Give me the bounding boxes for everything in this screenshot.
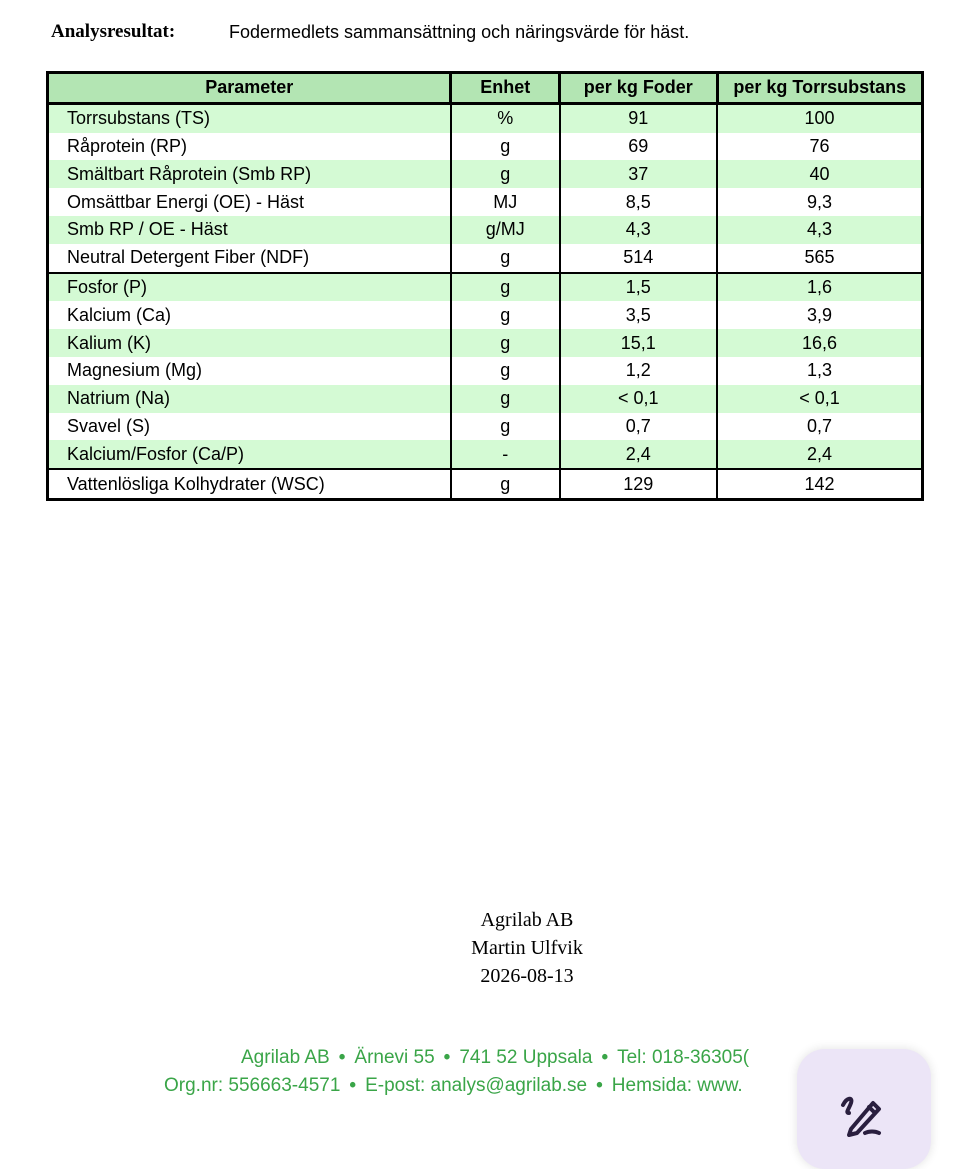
table-row bbox=[48, 244, 923, 273]
table-row bbox=[48, 440, 923, 469]
table-row bbox=[48, 385, 923, 413]
cell-per-kg-feed: 91 bbox=[560, 103, 717, 132]
cell-unit: g bbox=[451, 357, 560, 385]
cell-unit: g bbox=[451, 329, 560, 357]
signature-company: Agrilab AB bbox=[480, 909, 574, 931]
cell-per-kg-feed: < 0,1 bbox=[560, 385, 717, 413]
cell-per-kg-dry-matter: 565 bbox=[717, 244, 923, 273]
analysis-table bbox=[46, 71, 924, 501]
cell-unit: g bbox=[451, 160, 560, 188]
cell-parameter: Råprotein (RP) bbox=[48, 133, 451, 161]
table-row bbox=[48, 357, 923, 385]
cell-per-kg-feed: 8,5 bbox=[560, 188, 717, 216]
footer-separator: • bbox=[443, 1047, 451, 1068]
cell-unit: g/MJ bbox=[451, 216, 560, 244]
table-row bbox=[48, 413, 923, 441]
cell-parameter: Omsättbar Energi (OE) - Häst bbox=[48, 188, 451, 216]
cell-per-kg-dry-matter: 76 bbox=[717, 133, 923, 161]
cell-unit: g bbox=[451, 301, 560, 329]
footer-org-number: Org.nr: 556663-4571 bbox=[164, 1075, 341, 1096]
footer-company: Agrilab AB bbox=[241, 1047, 330, 1068]
cell-per-kg-dry-matter: 1,6 bbox=[717, 273, 923, 302]
cell-per-kg-feed: 4,3 bbox=[560, 216, 717, 244]
table-row bbox=[48, 160, 923, 188]
cell-parameter: Kalcium (Ca) bbox=[48, 301, 451, 329]
table-row bbox=[48, 329, 923, 357]
signature-block bbox=[0, 906, 960, 990]
cell-per-kg-dry-matter: 100 bbox=[717, 103, 923, 132]
column-header-per-kg-feed: per kg Foder bbox=[560, 73, 717, 104]
cell-per-kg-feed: 15,1 bbox=[560, 329, 717, 357]
cell-unit: - bbox=[451, 440, 560, 469]
cell-unit: g bbox=[451, 133, 560, 161]
cell-per-kg-dry-matter: 2,4 bbox=[717, 440, 923, 469]
cell-parameter: Smb RP / OE - Häst bbox=[48, 216, 451, 244]
cell-unit: g bbox=[451, 413, 560, 441]
footer-email: E-post: analys@agrilab.se bbox=[365, 1075, 588, 1096]
cell-per-kg-feed: 2,4 bbox=[560, 440, 717, 469]
cell-per-kg-feed: 514 bbox=[560, 244, 717, 273]
cell-unit: MJ bbox=[451, 188, 560, 216]
column-header-per-kg-dry-matter: per kg Torrsubstans bbox=[717, 73, 923, 104]
table-row bbox=[48, 469, 923, 499]
footer-separator: • bbox=[349, 1075, 357, 1096]
table-row bbox=[48, 188, 923, 216]
cell-per-kg-feed: 0,7 bbox=[560, 413, 717, 441]
cell-parameter: Kalcium/Fosfor (Ca/P) bbox=[48, 440, 451, 469]
column-header-unit: Enhet bbox=[451, 73, 560, 104]
cell-per-kg-dry-matter: 40 bbox=[717, 160, 923, 188]
cell-per-kg-feed: 3,5 bbox=[560, 301, 717, 329]
analysis-result-description: Fodermedlets sammansättning och näringsvärde för häst. bbox=[229, 21, 690, 42]
cell-per-kg-dry-matter: 1,3 bbox=[717, 357, 923, 385]
cell-unit: g bbox=[451, 273, 560, 302]
cell-per-kg-dry-matter: 0,7 bbox=[717, 413, 923, 441]
footer-separator: • bbox=[596, 1075, 603, 1096]
signature-date: 2026-08-13 bbox=[480, 965, 574, 987]
cell-parameter: Kalium (K) bbox=[48, 329, 451, 357]
table-body bbox=[48, 103, 923, 499]
cell-per-kg-dry-matter: < 0,1 bbox=[717, 385, 923, 413]
edit-fab-button[interactable] bbox=[797, 1049, 931, 1169]
table-header-row bbox=[48, 73, 923, 104]
table-row bbox=[48, 133, 923, 161]
signature-name: Martin Ulfvik bbox=[471, 937, 583, 959]
cell-parameter: Magnesium (Mg) bbox=[48, 357, 451, 385]
report-header bbox=[51, 19, 689, 45]
table-row bbox=[48, 301, 923, 329]
cell-unit: g bbox=[451, 244, 560, 273]
footer-line-1 bbox=[241, 1044, 749, 1072]
cell-parameter: Natrium (Na) bbox=[48, 385, 451, 413]
cell-parameter: Svavel (S) bbox=[48, 413, 451, 441]
column-header-parameter: Parameter bbox=[48, 73, 451, 104]
table-row bbox=[48, 216, 923, 244]
cell-per-kg-dry-matter: 9,3 bbox=[717, 188, 923, 216]
cell-per-kg-feed: 129 bbox=[560, 469, 717, 499]
edit-pen-icon bbox=[837, 1089, 885, 1137]
cell-per-kg-feed: 37 bbox=[560, 160, 717, 188]
cell-parameter: Smältbart Råprotein (Smb RP) bbox=[48, 160, 451, 188]
table-row bbox=[48, 273, 923, 302]
cell-per-kg-feed: 1,2 bbox=[560, 357, 717, 385]
cell-parameter: Torrsubstans (TS) bbox=[48, 103, 451, 132]
cell-per-kg-dry-matter: 16,6 bbox=[717, 329, 923, 357]
footer-phone: Tel: 018-36305( bbox=[617, 1047, 750, 1068]
table-row bbox=[48, 103, 923, 132]
cell-parameter: Vattenlösliga Kolhydrater (WSC) bbox=[48, 469, 451, 499]
footer-line-2 bbox=[164, 1072, 743, 1100]
cell-per-kg-dry-matter: 3,9 bbox=[717, 301, 923, 329]
footer-separator: • bbox=[338, 1047, 346, 1068]
cell-per-kg-feed: 69 bbox=[560, 133, 717, 161]
cell-parameter: Neutral Detergent Fiber (NDF) bbox=[48, 244, 451, 273]
cell-per-kg-feed: 1,5 bbox=[560, 273, 717, 302]
cell-per-kg-dry-matter: 4,3 bbox=[717, 216, 923, 244]
footer-separator: • bbox=[601, 1047, 609, 1068]
footer-address: Ärnevi 55 bbox=[354, 1047, 435, 1068]
cell-unit: % bbox=[451, 103, 560, 132]
footer-website: Hemsida: www. bbox=[611, 1075, 743, 1096]
cell-unit: g bbox=[451, 469, 560, 499]
analysis-result-label: Analysresultat: bbox=[51, 21, 176, 42]
cell-unit: g bbox=[451, 385, 560, 413]
footer-postal: 741 52 Uppsala bbox=[459, 1047, 593, 1068]
cell-per-kg-dry-matter: 142 bbox=[717, 469, 923, 499]
cell-parameter: Fosfor (P) bbox=[48, 273, 451, 302]
